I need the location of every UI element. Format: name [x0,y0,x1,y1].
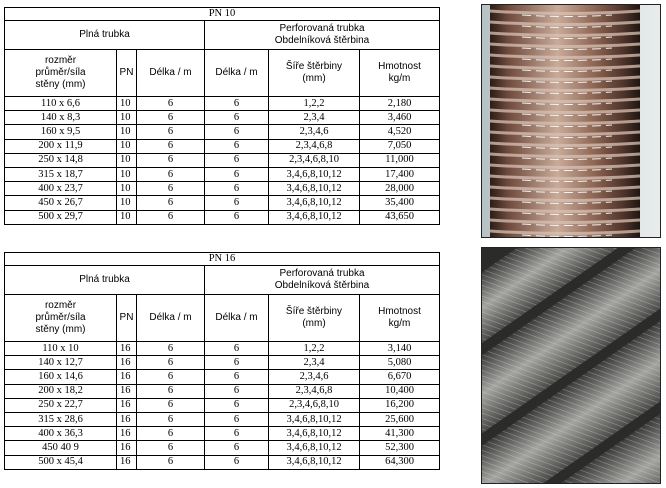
cell-pn: 16 [117,398,137,412]
table-row [5,182,440,196]
cell-dimension: 110 x 6,6 [5,97,117,111]
cell-weight: 41,300 [360,427,440,441]
header-length-perforated: Délka / m [205,50,269,97]
table-row [5,427,440,441]
cell-pn: 16 [117,427,137,441]
cell-length-perforated: 6 [205,384,269,398]
header-pn: PN [117,295,137,342]
cell-length-solid: 6 [137,196,205,210]
cell-weight: 7,050 [360,139,440,153]
cell-length-solid: 6 [137,167,205,181]
cell-length-perforated: 6 [205,196,269,210]
cell-dimension: 140 x 12,7 [5,356,117,370]
cell-slot-width: 2,3,4 [269,356,360,370]
cell-pn: 10 [117,196,137,210]
cell-slot-width: 1,2,2 [269,342,360,356]
table-row [5,342,440,356]
cell-length-solid: 6 [137,356,205,370]
cell-pn: 16 [117,356,137,370]
cell-pn: 16 [117,342,137,356]
cell-weight: 3,140 [360,342,440,356]
cell-length-solid: 6 [137,398,205,412]
cell-slot-width: 1,2,2 [269,97,360,111]
cell-length-perforated: 6 [205,153,269,167]
cell-length-perforated: 6 [205,97,269,111]
cell-slot-width: 3,4,6,8,10,12 [269,167,360,181]
cell-length-perforated: 6 [205,455,269,469]
table-row [5,441,440,455]
cell-dimension: 500 x 45,4 [5,455,117,469]
table-row [5,398,440,412]
cell-pn: 16 [117,441,137,455]
cell-slot-width: 2,3,4,6,8 [269,384,360,398]
group-perforated-pipe: Perforovaná trubka Obdelníková štěrbina [205,266,440,295]
cell-dimension: 315 x 18,7 [5,167,117,181]
cell-dimension: 450 x 26,7 [5,196,117,210]
cell-length-solid: 6 [137,370,205,384]
cell-dimension: 450 40 9 [5,441,117,455]
cell-dimension: 315 x 28,6 [5,412,117,426]
cell-dimension: 110 x 10 [5,342,117,356]
cell-length-perforated: 6 [205,370,269,384]
cell-length-solid: 6 [137,455,205,469]
table-row [5,139,440,153]
table-pn10 [4,7,440,225]
cell-slot-width: 3,4,6,8,10,12 [269,196,360,210]
table-row [5,412,440,426]
cell-dimension: 140 x 8,3 [5,111,117,125]
cell-pn: 10 [117,111,137,125]
cell-dimension: 160 x 14,6 [5,370,117,384]
cell-weight: 64,300 [360,455,440,469]
group-solid-pipe: Plná trubka [5,266,205,295]
cell-length-perforated: 6 [205,412,269,426]
header-dimension: rozměr průměr/síla stěny (mm) [5,295,117,342]
cell-dimension: 200 x 18,2 [5,384,117,398]
cell-slot-width: 2,3,4,6 [269,370,360,384]
table-row [5,167,440,181]
cell-length-perforated: 6 [205,111,269,125]
table-pn16 [4,252,440,470]
cell-length-perforated: 6 [205,167,269,181]
cell-slot-width: 3,4,6,8,10,12 [269,210,360,224]
cell-length-solid: 6 [137,125,205,139]
group-solid-pipe: Plná trubka [5,21,205,50]
table-title: PN 16 [5,253,440,266]
header-dimension: rozměr průměr/síla stěny (mm) [5,50,117,97]
table-row [5,111,440,125]
cell-length-perforated: 6 [205,210,269,224]
table-row [5,153,440,167]
header-weight: Hmotnost kg/m [360,295,440,342]
cell-slot-width: 3,4,6,8,10,12 [269,441,360,455]
cell-length-solid: 6 [137,412,205,426]
cell-pn: 16 [117,370,137,384]
cell-length-perforated: 6 [205,139,269,153]
table-row [5,125,440,139]
table-row [5,356,440,370]
cell-length-perforated: 6 [205,427,269,441]
cell-pn: 10 [117,97,137,111]
cell-weight: 35,400 [360,196,440,210]
table-row [5,210,440,224]
cell-pn: 10 [117,182,137,196]
cell-length-perforated: 6 [205,356,269,370]
cell-dimension: 200 x 11,9 [5,139,117,153]
perforated-pipes-photo [481,247,661,484]
cell-length-solid: 6 [137,342,205,356]
cell-weight: 5,080 [360,356,440,370]
cell-slot-width: 2,3,4,6,8,10 [269,398,360,412]
cell-length-solid: 6 [137,210,205,224]
cell-weight: 28,000 [360,182,440,196]
cell-pn: 16 [117,384,137,398]
cell-pn: 10 [117,210,137,224]
cell-pn: 16 [117,412,137,426]
cell-dimension: 400 x 23,7 [5,182,117,196]
cell-dimension: 500 x 29,7 [5,210,117,224]
cell-length-solid: 6 [137,97,205,111]
cell-pn: 10 [117,125,137,139]
cell-slot-width: 2,3,4,6,8,10 [269,153,360,167]
cell-length-solid: 6 [137,111,205,125]
table-row [5,455,440,469]
cell-length-perforated: 6 [205,125,269,139]
cell-pn: 10 [117,139,137,153]
cell-length-solid: 6 [137,384,205,398]
header-length-perforated: Délka / m [205,295,269,342]
cell-weight: 4,520 [360,125,440,139]
cell-slot-width: 2,3,4,6,8 [269,139,360,153]
cell-weight: 25,600 [360,412,440,426]
table-title: PN 10 [5,8,440,21]
cell-length-perforated: 6 [205,398,269,412]
cell-weight: 52,300 [360,441,440,455]
cell-weight: 10,400 [360,384,440,398]
cell-length-solid: 6 [137,182,205,196]
cell-length-solid: 6 [137,427,205,441]
cell-slot-width: 3,4,6,8,10,12 [269,412,360,426]
cell-weight: 17,400 [360,167,440,181]
header-length-solid: Délka / m [137,295,205,342]
cell-dimension: 250 x 14,8 [5,153,117,167]
cell-length-perforated: 6 [205,182,269,196]
cell-length-solid: 6 [137,153,205,167]
table-row [5,384,440,398]
cell-weight: 43,650 [360,210,440,224]
cell-slot-width: 2,3,4,6 [269,125,360,139]
cell-weight: 16,200 [360,398,440,412]
cell-dimension: 160 x 9,5 [5,125,117,139]
group-perforated-pipe: Perforovaná trubka Obdelníková štěrbina [205,21,440,50]
cell-slot-width: 3,4,6,8,10,12 [269,182,360,196]
cell-weight: 6,670 [360,370,440,384]
header-weight: Hmotnost kg/m [360,50,440,97]
header-slot-width: Šíře štěrbiny (mm) [269,50,360,97]
cell-length-solid: 6 [137,139,205,153]
cell-weight: 3,460 [360,111,440,125]
table-row [5,97,440,111]
cell-slot-width: 3,4,6,8,10,12 [269,427,360,441]
table-row [5,196,440,210]
header-length-solid: Délka / m [137,50,205,97]
cell-pn: 10 [117,167,137,181]
cell-pn: 10 [117,153,137,167]
cell-slot-width: 2,3,4 [269,111,360,125]
header-slot-width: Šíře štěrbiny (mm) [269,295,360,342]
cell-dimension: 400 x 36,3 [5,427,117,441]
header-pn: PN [117,50,137,97]
cell-length-perforated: 6 [205,441,269,455]
cell-pn: 16 [117,455,137,469]
cell-slot-width: 3,4,6,8,10,12 [269,455,360,469]
cell-length-solid: 6 [137,441,205,455]
cell-weight: 11,000 [360,153,440,167]
slotted-pipe-photo [481,4,661,238]
cell-weight: 2,180 [360,97,440,111]
cell-length-perforated: 6 [205,342,269,356]
table-row [5,370,440,384]
cell-dimension: 250 x 22,7 [5,398,117,412]
